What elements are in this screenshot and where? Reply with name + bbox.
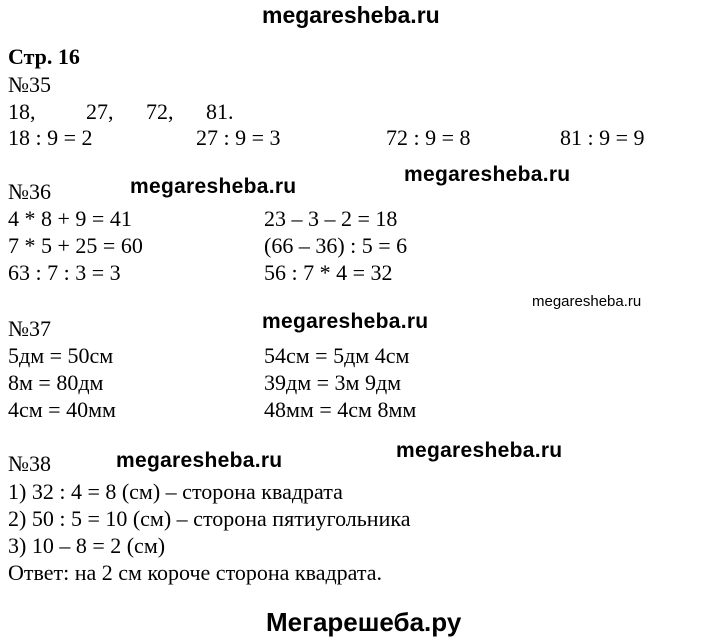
- task-36-expr-right: 56 : 7 * 4 = 32: [264, 260, 393, 285]
- task-37-number: №37: [8, 316, 51, 341]
- task-37-conv-left: 5дм = 50см: [8, 343, 114, 368]
- watermark-36-a: megaresheba.ru: [130, 175, 297, 198]
- watermark-36-b: megaresheba.ru: [404, 163, 571, 186]
- task-35-list-item: 27,: [86, 99, 114, 124]
- task-37-conv-right: 54см = 5дм 4см: [264, 343, 410, 368]
- watermark-bottom: Мегарешеба.ру: [266, 607, 462, 637]
- task-35-number: №35: [8, 72, 51, 97]
- task-36-expr-left: 4 * 8 + 9 = 41: [8, 206, 132, 231]
- task-35-equation: 72 : 9 = 8: [386, 125, 471, 150]
- task-35-equation: 81 : 9 = 9: [560, 125, 645, 150]
- task-37-conv-right: 48мм = 4см 8мм: [264, 397, 417, 422]
- task-35-list-item: 72,: [146, 99, 174, 124]
- task-37-conv-right: 39дм = 3м 9дм: [264, 370, 402, 395]
- task-36-expr-right: (66 – 36) : 5 = 6: [264, 233, 408, 258]
- task-35-list-item: 81.: [206, 99, 234, 124]
- watermark-38-a: megaresheba.ru: [116, 449, 283, 472]
- task-37-conv-left: 8м = 80дм: [8, 370, 104, 395]
- watermark-top: megaresheba.ru: [262, 2, 440, 28]
- task-35-equation: 27 : 9 = 3: [196, 125, 281, 150]
- watermark-37: megaresheba.ru: [262, 310, 429, 333]
- page-label: Стр. 16: [8, 44, 80, 69]
- task-38-line: 2) 50 : 5 = 10 (см) – сторона пятиугольника: [8, 506, 411, 531]
- task-36-number: №36: [8, 179, 51, 204]
- task-35-equation: 18 : 9 = 2: [8, 125, 93, 150]
- watermark-37-small: megaresheba.ru: [532, 293, 642, 310]
- task-38-number: №38: [8, 451, 51, 476]
- task-36-expr-left: 7 * 5 + 25 = 60: [8, 233, 143, 258]
- task-38-line: 3) 10 – 8 = 2 (см): [8, 533, 166, 558]
- task-38-answer: Ответ: на 2 см короче сторона квадрата.: [8, 560, 383, 585]
- watermark-38-b: megaresheba.ru: [396, 439, 563, 462]
- task-36-expr-right: 23 – 3 – 2 = 18: [264, 206, 398, 231]
- task-35-list-item: 18,: [8, 99, 36, 124]
- task-36-expr-left: 63 : 7 : 3 = 3: [8, 260, 121, 285]
- task-37-conv-left: 4см = 40мм: [8, 397, 116, 422]
- task-38-line: 1) 32 : 4 = 8 (см) – сторона квадрата: [8, 479, 343, 504]
